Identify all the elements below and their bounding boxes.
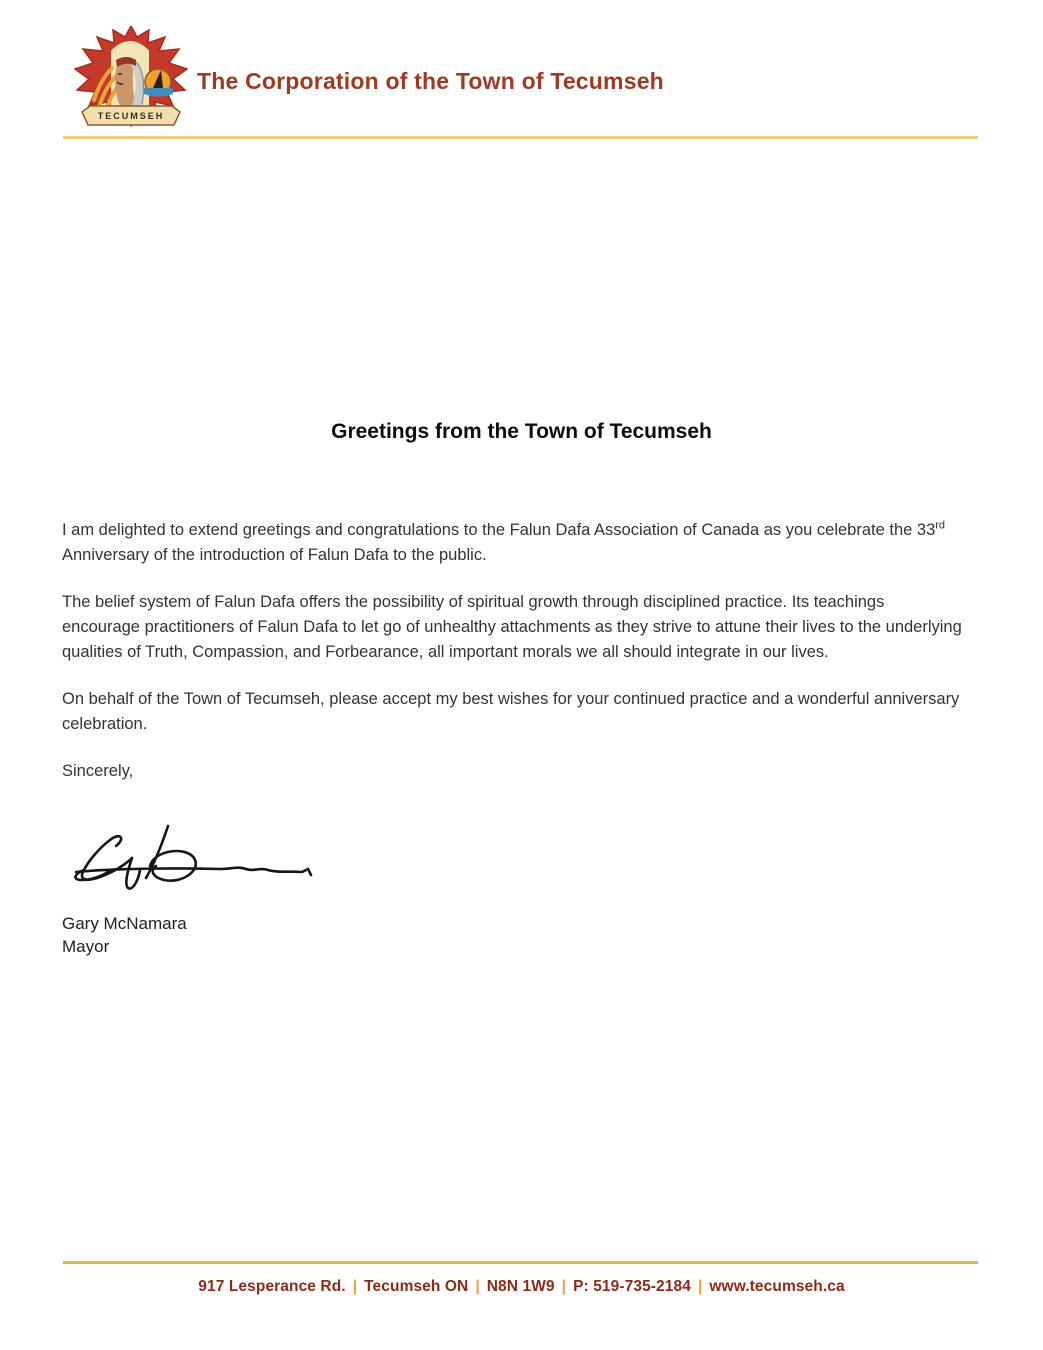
signer-name: Gary McNamara (62, 914, 187, 933)
footer-website: www.tecumseh.ca (709, 1278, 845, 1295)
name-ribbon (82, 106, 180, 125)
tecumseh-crest-icon (74, 26, 188, 136)
signer-block (62, 912, 187, 958)
letter-body (62, 518, 965, 806)
footer-divider (63, 1261, 978, 1264)
paragraph-2: The belief system of Falun Dafa offers the possibility of spiritual growth through disciplined practice. Its teachings encourage practitioners of Falun Dafa to let go of unhealthy attachments as they strive to attune their lives to the underlying qualities of Truth, Compassion, and Forbearance, all important morals we all should integrate in our lives. (62, 593, 962, 661)
town-logo (74, 26, 188, 136)
footer-separator: | (697, 1278, 703, 1295)
paragraph-1-after-sup: Anniversary of the introduction of Falun Dafa to the public. (62, 546, 487, 564)
header-divider (63, 136, 978, 139)
signature-icon (70, 818, 320, 898)
footer-town: Tecumseh ON (364, 1278, 469, 1295)
closing-salutation: Sincerely, (62, 762, 134, 780)
ribbon-text: TECUMSEH (97, 111, 165, 121)
footer-postal-code: N8N 1W9 (486, 1278, 555, 1295)
mayor-signature (70, 818, 320, 898)
letter-title: Greetings from the Town of Tecumseh (331, 420, 712, 443)
footer-phone: P: 519-735-2184 (573, 1278, 691, 1295)
org-title: The Corporation of the Town of Tecumseh (197, 68, 664, 94)
paragraph-3: On behalf of the Town of Tecumseh, please accept my best wishes for your continued practice and a wonderful anniversary celebration. (62, 690, 960, 733)
ordinal-superscript: rd (935, 519, 946, 532)
paragraph-1-before-sup: I am delighted to extend greetings and congratulations to the Falun Dafa Association of Canada as you celebrate the 33 (62, 521, 936, 539)
footer-separator: | (475, 1278, 480, 1295)
signer-title: Mayor (62, 937, 110, 956)
footer-address: 917 Lesperance Rd. (198, 1278, 346, 1295)
footer-separator: | (561, 1278, 567, 1295)
footer-contact-line (0, 1278, 1043, 1296)
footer-separator: | (352, 1278, 358, 1295)
water-shape (144, 88, 173, 97)
paragraph-1 (62, 518, 965, 568)
